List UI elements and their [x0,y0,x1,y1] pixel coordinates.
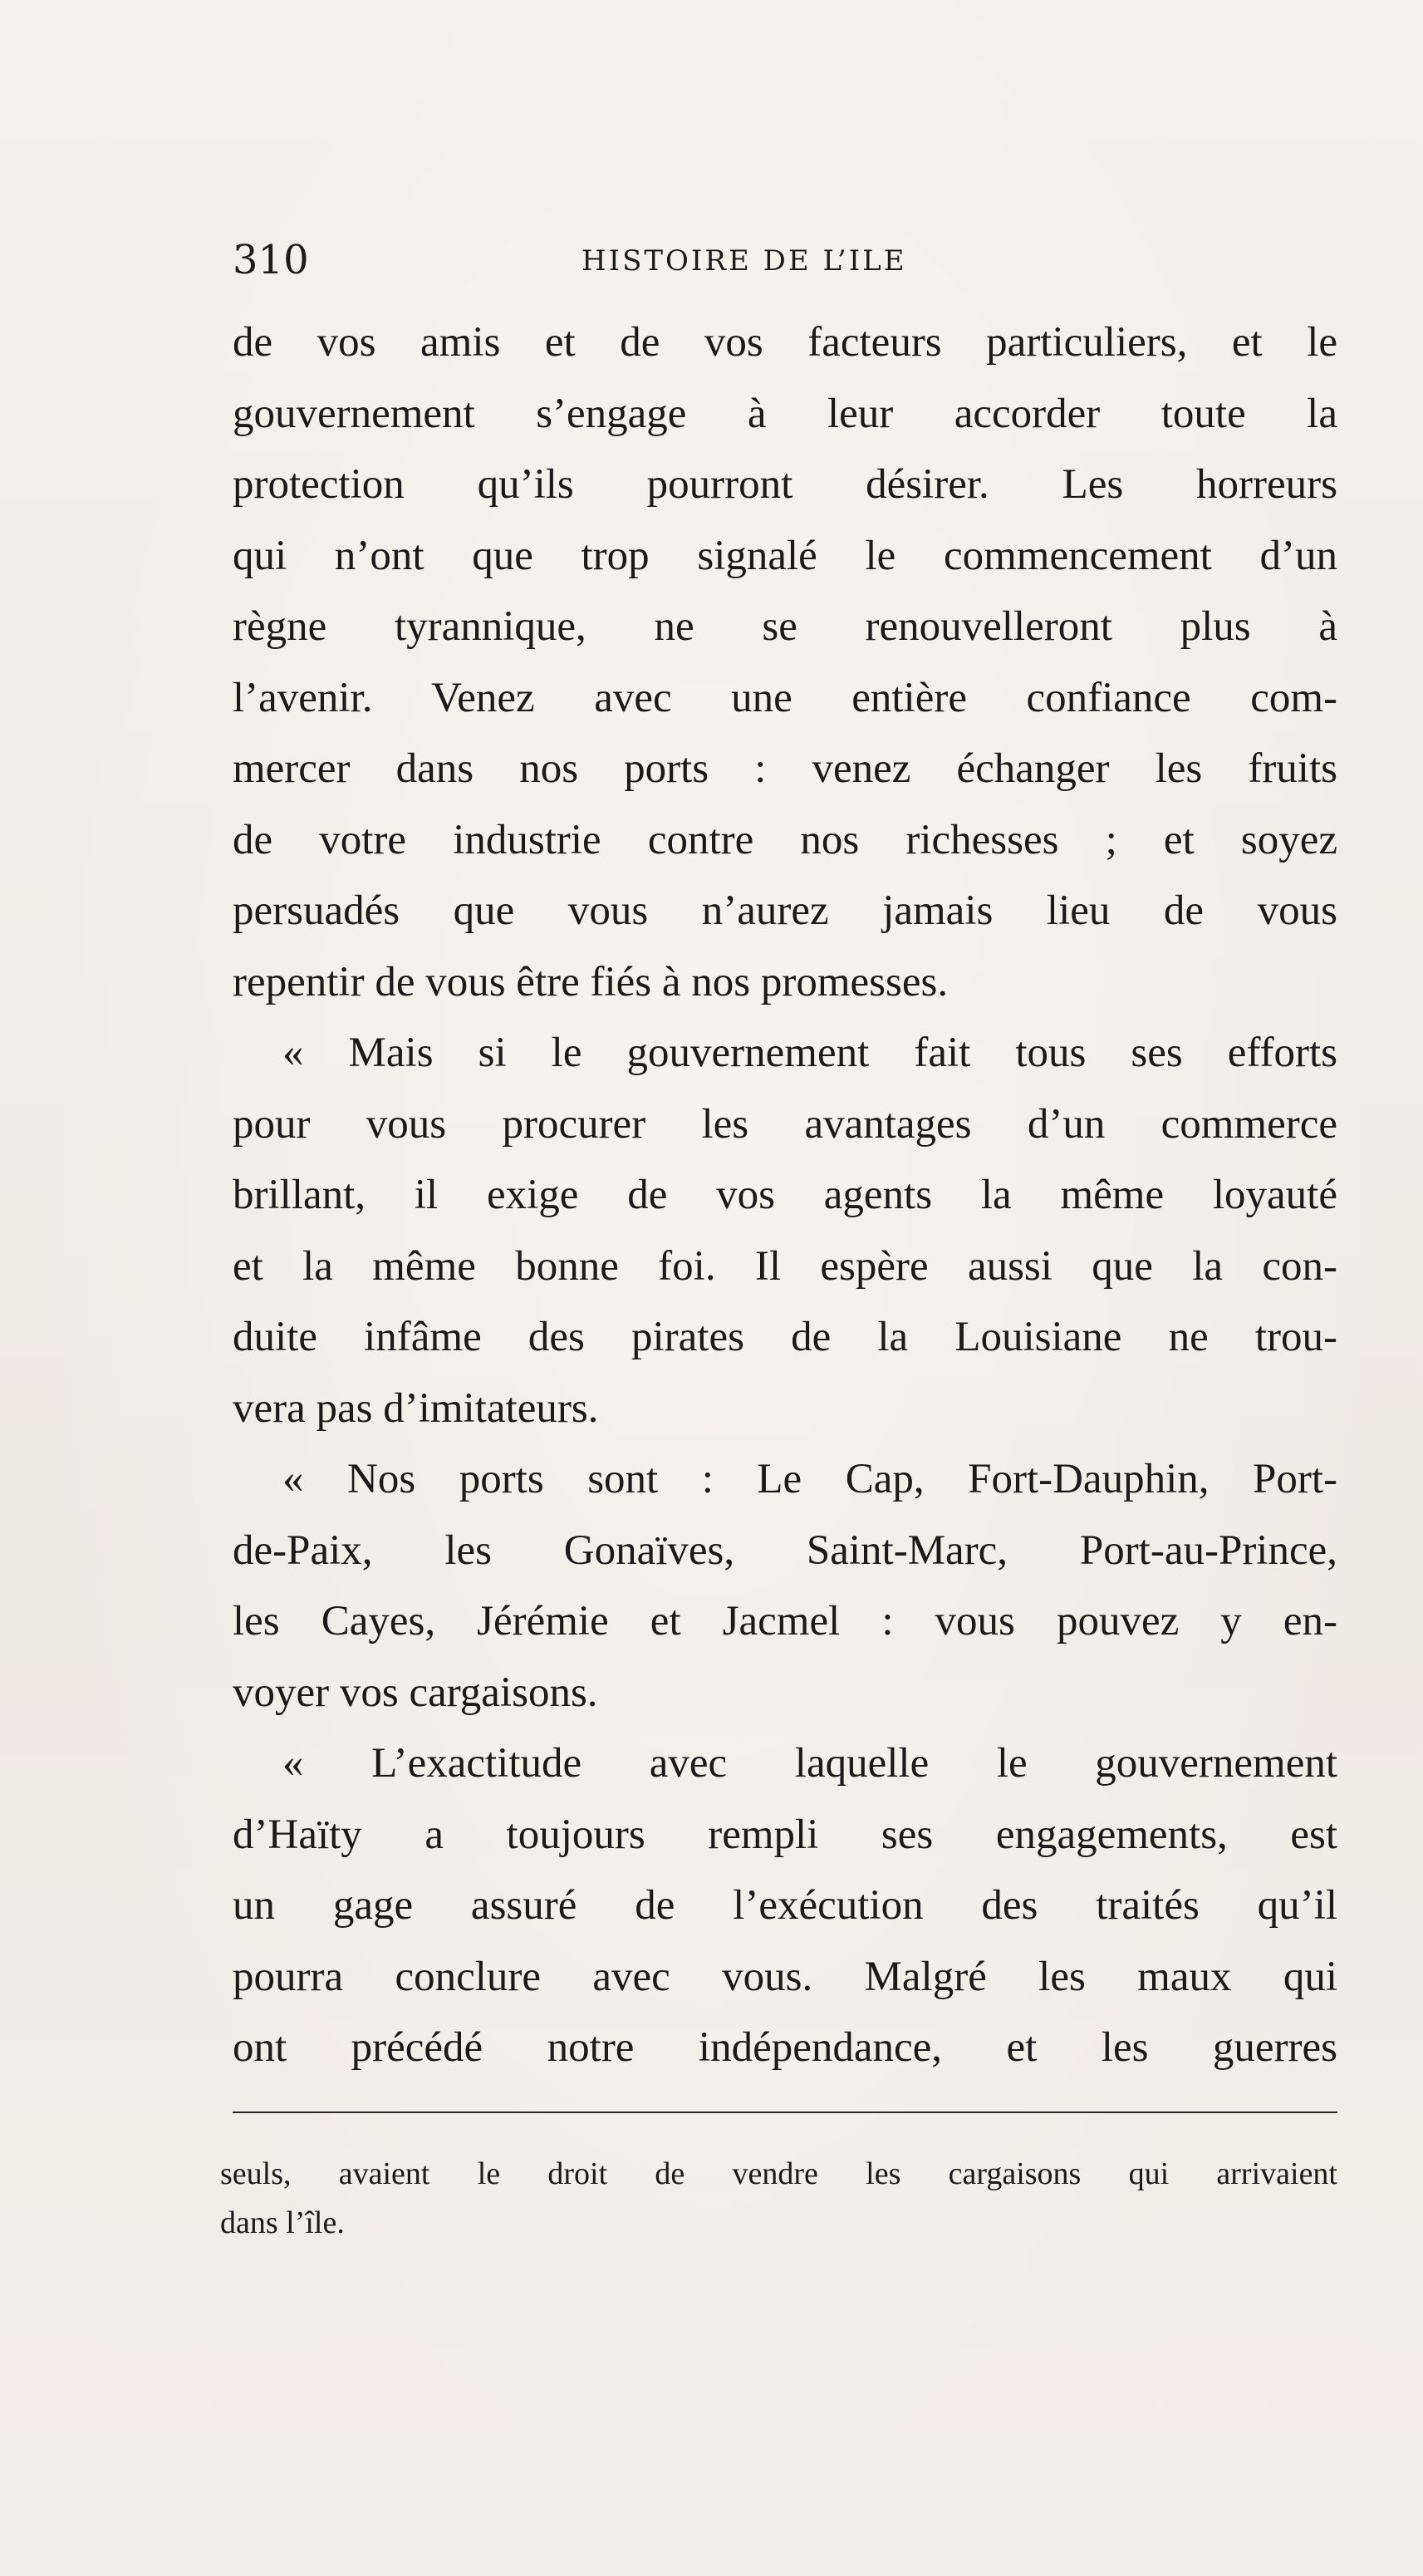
running-head [233,231,1337,289]
footnote-line: seuls, avaient le droit de vendre les cargaisons qui arrivaient [220,2156,1337,2191]
text-line: et la même bonne foi. Il espère aussi que la con- [233,1242,1337,1290]
text-line: mercer dans nos ports : venez échanger les fruits [233,745,1337,792]
text-line: protection qu’ils pourront désirer. Les horreurs [233,461,1337,508]
text-line: duite infâme des pirates de la Louisiane ne trou- [233,1314,1337,1360]
text-line: voyer vos cargaisons. [233,1669,598,1716]
text-line: de votre industrie contre nos richesses ; et soyez [233,816,1337,863]
text-line: « L’exactitude avec laquelle le gouvernement [282,1740,1337,1787]
text-line: de-Paix, les Gonaïves, Saint-Marc, Port-au-Prince, [233,1526,1337,1574]
text-line: qui n’ont que trop signalé le commencement d’un [233,532,1337,579]
text-line: pour vous procurer les avantages d’un commerce [233,1100,1337,1148]
text-line: brillant, il exige de vos agents la même loyauté [233,1172,1337,1218]
page-number: 310 [233,237,309,283]
text-line: un gage assuré de l’exécution des traités qu’il [233,1882,1337,1929]
text-line: vera pas d’imitateurs. [233,1384,599,1432]
footnote [220,2150,1337,2248]
footnote-rule [233,2111,1337,2113]
text-line: ont précédé notre indépendance, et les guerres [233,2024,1337,2071]
text-line: « Mais si le gouvernement fait tous ses efforts [282,1030,1337,1076]
text-line: repentir de vous être fiés à nos promesses. [233,958,949,1005]
body-text [233,307,1337,2084]
text-line: « Nos ports sont : Le Cap, Fort-Dauphin, Port- [282,1456,1337,1502]
text-line: persuadés que vous n’aurez jamais lieu de vous [233,887,1337,934]
footnote-line: dans l’île. [220,2205,345,2240]
text-line: les Cayes, Jérémie et Jacmel : vous pouvez y en- [233,1598,1337,1644]
text-line: gouvernement s’engage à leur accorder toute la [233,390,1337,437]
text-line: d’Haïty a toujours rempli ses engagements, est [233,1811,1337,1858]
text-line: pourra conclure avec vous. Malgré les maux qui [233,1953,1337,2000]
running-title: HISTOIRE DE L’ILE [581,244,907,278]
text-line: de vos amis et de vos facteurs particuliers, et le [233,319,1337,366]
text-line: l’avenir. Venez avec une entière confiance com- [233,674,1337,721]
text-line: règne tyrannique, ne se renouvelleront plus à [233,603,1337,650]
